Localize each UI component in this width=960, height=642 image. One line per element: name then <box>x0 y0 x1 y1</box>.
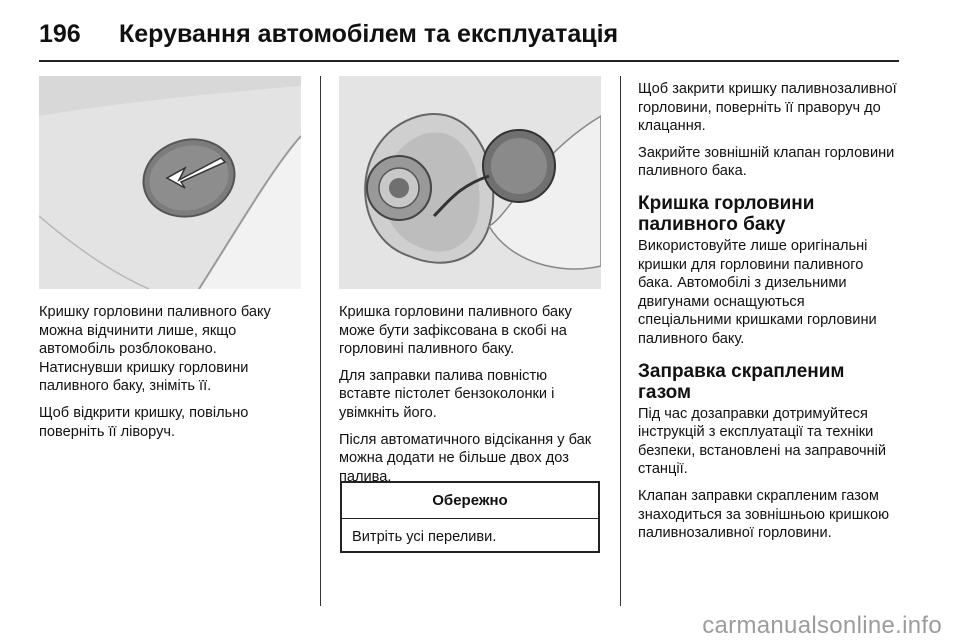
col2-paragraph: Кришка горловини паливного баку може бути зафіксована в скобі на горловині паливного баку. <box>339 304 572 358</box>
column-1 <box>39 303 301 449</box>
chapter-title: Керування автомобілем та експлуатація <box>119 19 619 48</box>
watermark: carmanualsonline.info <box>702 612 942 639</box>
fuel-flap-press-drawing <box>39 76 301 289</box>
col1-paragraph: Кришку горловини паливного баку можна відчинити лише, якщо автомобіль розблоковано. Натиснувши кришку горловини паливного баку, зніміть її. <box>39 304 271 395</box>
col2-paragraph: Після автоматичного відсікання у бак можна додати не більше двох доз палива. <box>339 431 592 485</box>
section-heading-lpg: Заправка скрапленим газом <box>638 360 845 403</box>
column-3 <box>638 80 900 551</box>
caution-title: Обережно <box>342 483 598 519</box>
col3-paragraph: Використовуйте лише оригінальні кришки для горловини паливного бака. Автомобілі з дизельними двигунами оснащуються спеціальними кришками горловини паливного баку. <box>638 237 877 347</box>
caution-notice <box>340 481 600 553</box>
page-header <box>39 14 618 54</box>
column-divider <box>320 76 321 606</box>
fuel-filler-cap-drawing <box>339 76 601 289</box>
col1-paragraph: Щоб відкрити кришку, повільно поверніть її ліворуч. <box>39 404 249 440</box>
header-rule <box>39 60 899 62</box>
col2-paragraph: Для заправки палива повністю вставте пістолет бензоколонки і увімкніть його. <box>339 367 555 421</box>
col3-paragraph: Закрийте зовнішній клапан горловини паливного бака. <box>638 144 895 180</box>
col3-paragraph: Щоб закрити кришку паливнозаливної горловини, поверніть її праворуч до клацання. <box>638 81 897 135</box>
page-number: 196 <box>39 19 81 48</box>
fuel-flap-press-illustration <box>39 76 301 289</box>
col3-paragraph: Під час дозаправки дотримуйтеся інструкцій з експлуатації та техніки безпеки, встановлені на заправочній станції. <box>638 405 887 478</box>
caution-text: Витріть усі переливи. <box>352 529 497 545</box>
section-heading-fuel-cap: Кришка горловини паливного баку <box>638 192 815 235</box>
col3-paragraph: Клапан заправки скрапленим газом знаходиться за зовнішньою кришкою паливнозаливної горловини. <box>638 487 890 542</box>
fuel-filler-cap-illustration <box>339 76 601 289</box>
column-2 <box>339 303 601 494</box>
column-divider <box>620 76 621 606</box>
